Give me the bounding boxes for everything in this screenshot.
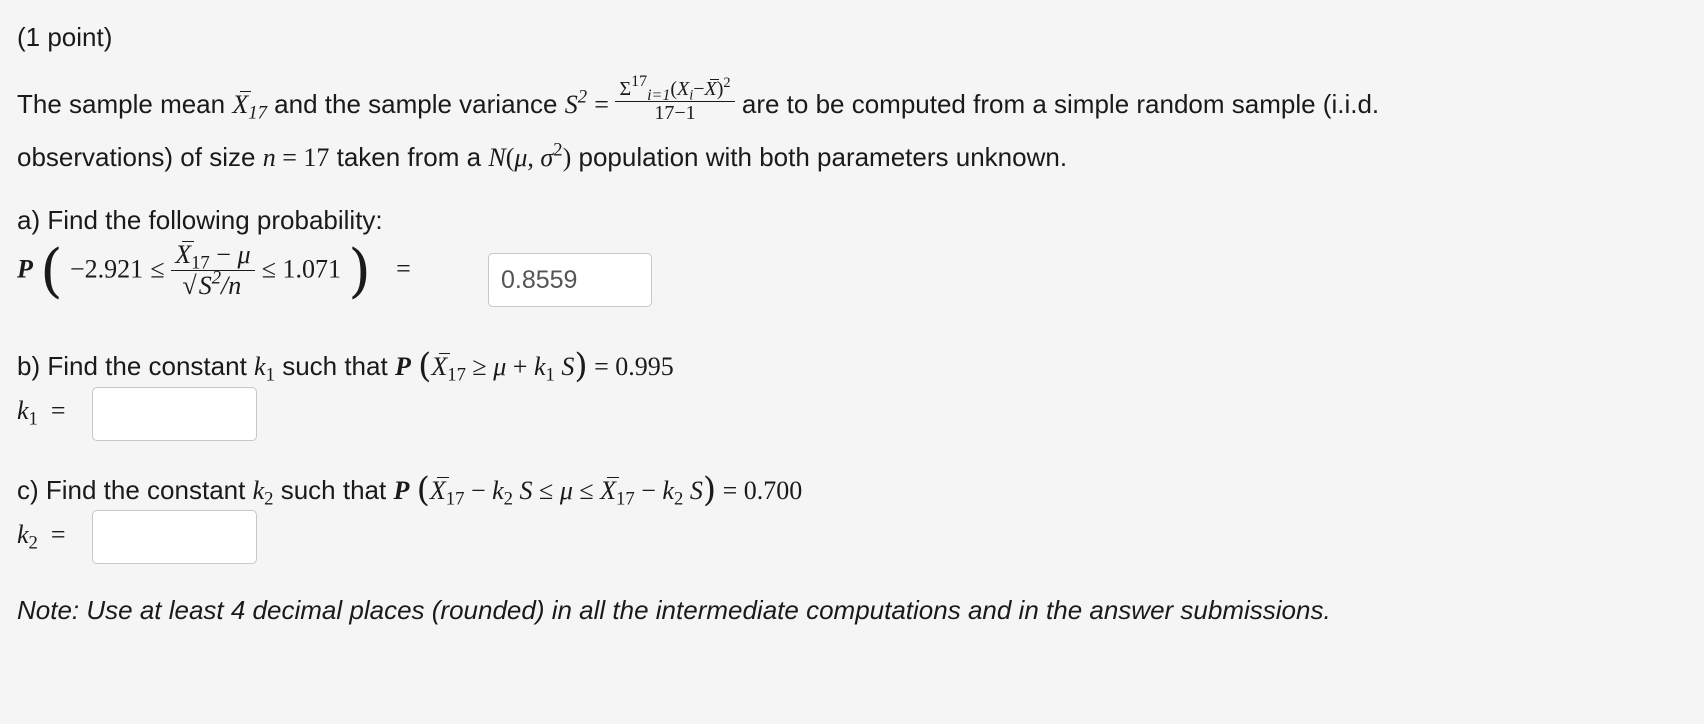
k1-label: $k_1$ =	[17, 396, 66, 430]
part-b-label-2: such that	[282, 351, 388, 381]
sample-size-expr: n = 17	[262, 143, 330, 172]
part-c-probability: 0.700	[743, 476, 803, 505]
intro-line-2	[17, 139, 1068, 173]
part-a-label: a) Find the following probability:	[17, 205, 383, 235]
k2-label: $k_2$ =	[17, 520, 66, 554]
sample-mean-symbol: $X_{17}$	[232, 90, 267, 124]
part-b-probability: 0.995	[615, 352, 674, 381]
k2-answer-input[interactable]	[92, 510, 257, 564]
normal-dist-expr: N(μ, $\sigma^2$)	[488, 139, 572, 172]
variance-formula: $\frac{\Sigma^{17}_{i=1}(X_i-X)^2}{17-1}$	[615, 78, 734, 125]
part-a-answer-input[interactable]	[488, 253, 652, 307]
note-text: Note: Use at least 4 decimal places (rounded) in all the intermediate computations and in the answer submissions.	[17, 595, 1331, 625]
part-b-question: b) Find the constant $k_1$ such that P ($X_{17} \ge \mu + k_1$ S) = 0.995	[17, 346, 674, 386]
part-b-label: b) Find the constant	[17, 351, 247, 381]
k1-answer-input[interactable]	[92, 387, 257, 441]
intro-text-2: and the sample variance	[274, 89, 558, 119]
t-statistic: $\frac{X_{17} - \mu}{√S^2/n}$	[171, 240, 254, 301]
intro-line-1: The sample mean $X_{17}$ and the sample variance $S^2$ = $\frac{\Sigma^{17}_{i=1}(X_i-X)^2}{17-1}$ are to be computed from a simple random sample (i.i.d.	[17, 73, 1380, 124]
intro-text-1: The sample mean	[17, 89, 226, 119]
intro-text-4: observations) of size	[17, 142, 256, 172]
part-c-label: c) Find the constant	[17, 475, 246, 505]
part-c-label-2: such that	[280, 475, 387, 505]
sample-variance-symbol: $S^2$	[564, 86, 588, 119]
part-a-upper-bound: 1.071	[282, 254, 342, 284]
intro-text-6: population with both parameters unknown.	[578, 142, 1068, 172]
part-a-lower-bound: −2.921	[70, 254, 144, 284]
intro-text-5: taken from a	[336, 142, 482, 172]
intro-text-3: are to be computed from a simple random sample (i.i.d.	[741, 89, 1380, 119]
part-c-question: c) Find the constant $k_2$ such that P ($X_{17} - k_2$ $S \le \mu \le X_{17} - k_2$ S) = 0.700	[17, 470, 803, 510]
points-label: (1 point)	[17, 22, 113, 52]
part-a-expression: P ( −2.921 ≤ $\frac{X_{17} - \mu}{√S^2/n}$ ≤ 1.071 ) =	[17, 236, 411, 305]
